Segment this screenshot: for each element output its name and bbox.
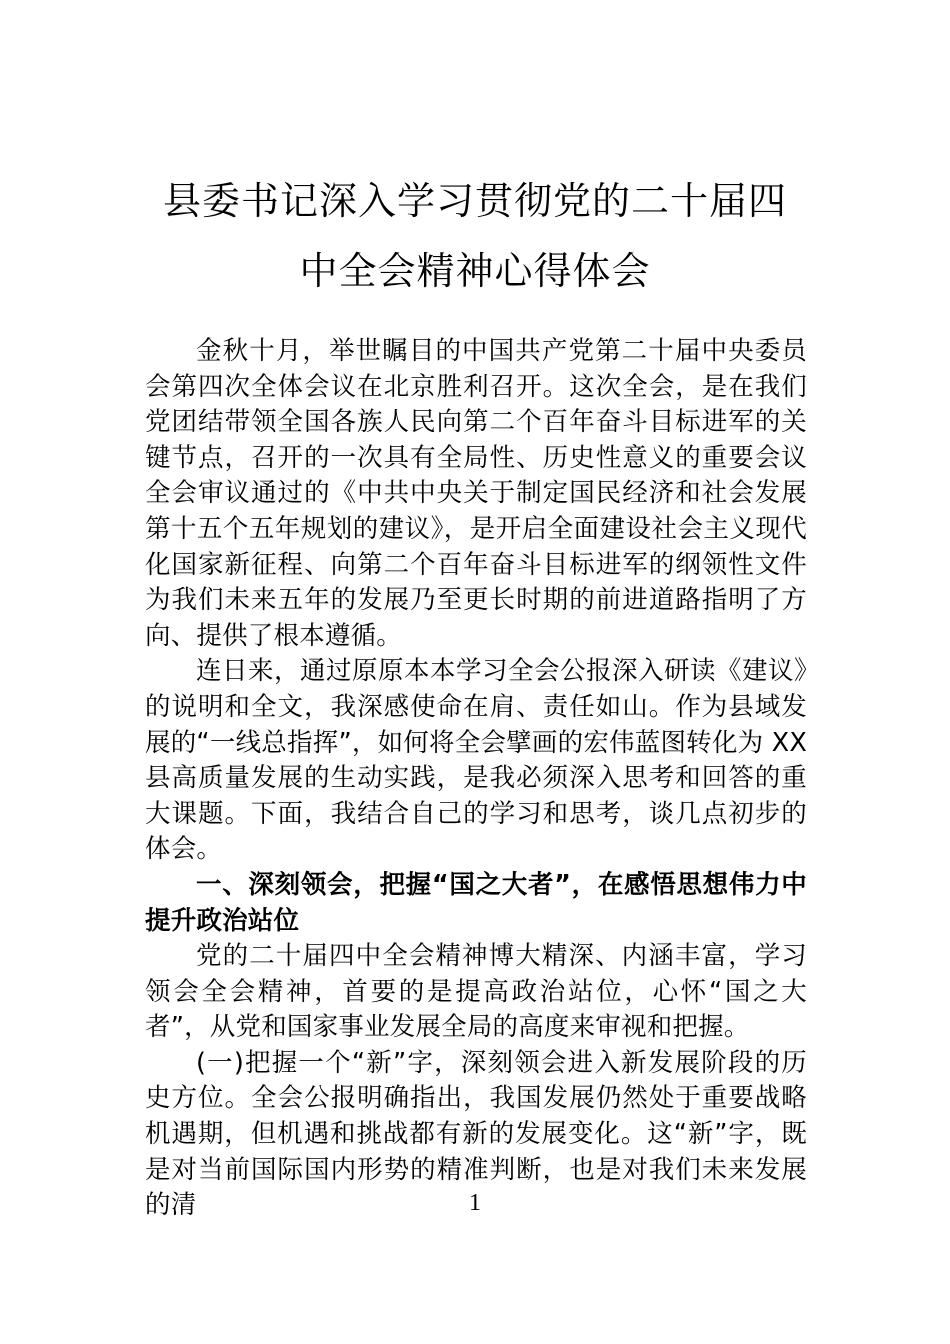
document-title: 县委书记深入学习贯彻党的二十届四中全会精神心得体会: [162, 179, 787, 293]
document-body: [145, 334, 807, 1224]
page-number: 1: [469, 1190, 481, 1216]
paragraph-new-stage: (一)把握一个“新”字，深刻领会进入新发展阶段的历史方位。全会公报明确指出，我国发展仍然处于重要战略机遇期，但机遇和挑战都有新的发展变化。这“新”字，既是对当前国际国内形势的精准判断，也是对我们未来发展的清: [145, 1047, 807, 1221]
section-heading-1: 一、深刻领会，把握“国之大者”，在感悟思想伟力中提升政治站位: [145, 869, 807, 936]
paragraph-study: 连日来，通过原原本本学习全会公报深入研读《建议》的说明和全文，我深感使命在肩、责任如山。作为县域发展的“一线总指挥”，如何将全会擘画的宏伟蓝图转化为 XX 县高质量发展的生动实践，是我必须深入思考和回答的重大课题。下面，我结合自己的学习和思考，谈几点初步的体会。: [145, 656, 807, 865]
paragraph-political-stance: 党的二十届四中全会精神博大精深、内涵丰富，学习领会全会精神，首要的是提高政治站位，心怀“国之大者”，从党和国家事业发展全局的高度来审视和把握。: [145, 941, 807, 1043]
paragraph-intro: 金秋十月，举世瞩目的中国共产党第二十届中央委员会第四次全体会议在北京胜利召开。这次全会，是在我们党团结带领全国各族人民向第二个百年奋斗目标进军的关键节点，召开的一次具有全局性、历史性意义的重要会议全会审议通过的《中共中央关于制定国民经济和社会发展第十五个五年规划的建议》，是开启全面建设社会主义现代化国家新征程、向第二个百年奋斗目标进军的纲领性文件为我们未来五年的发展乃至更长时期的前进道路指明了方向、提供了根本遵循。: [145, 336, 807, 651]
